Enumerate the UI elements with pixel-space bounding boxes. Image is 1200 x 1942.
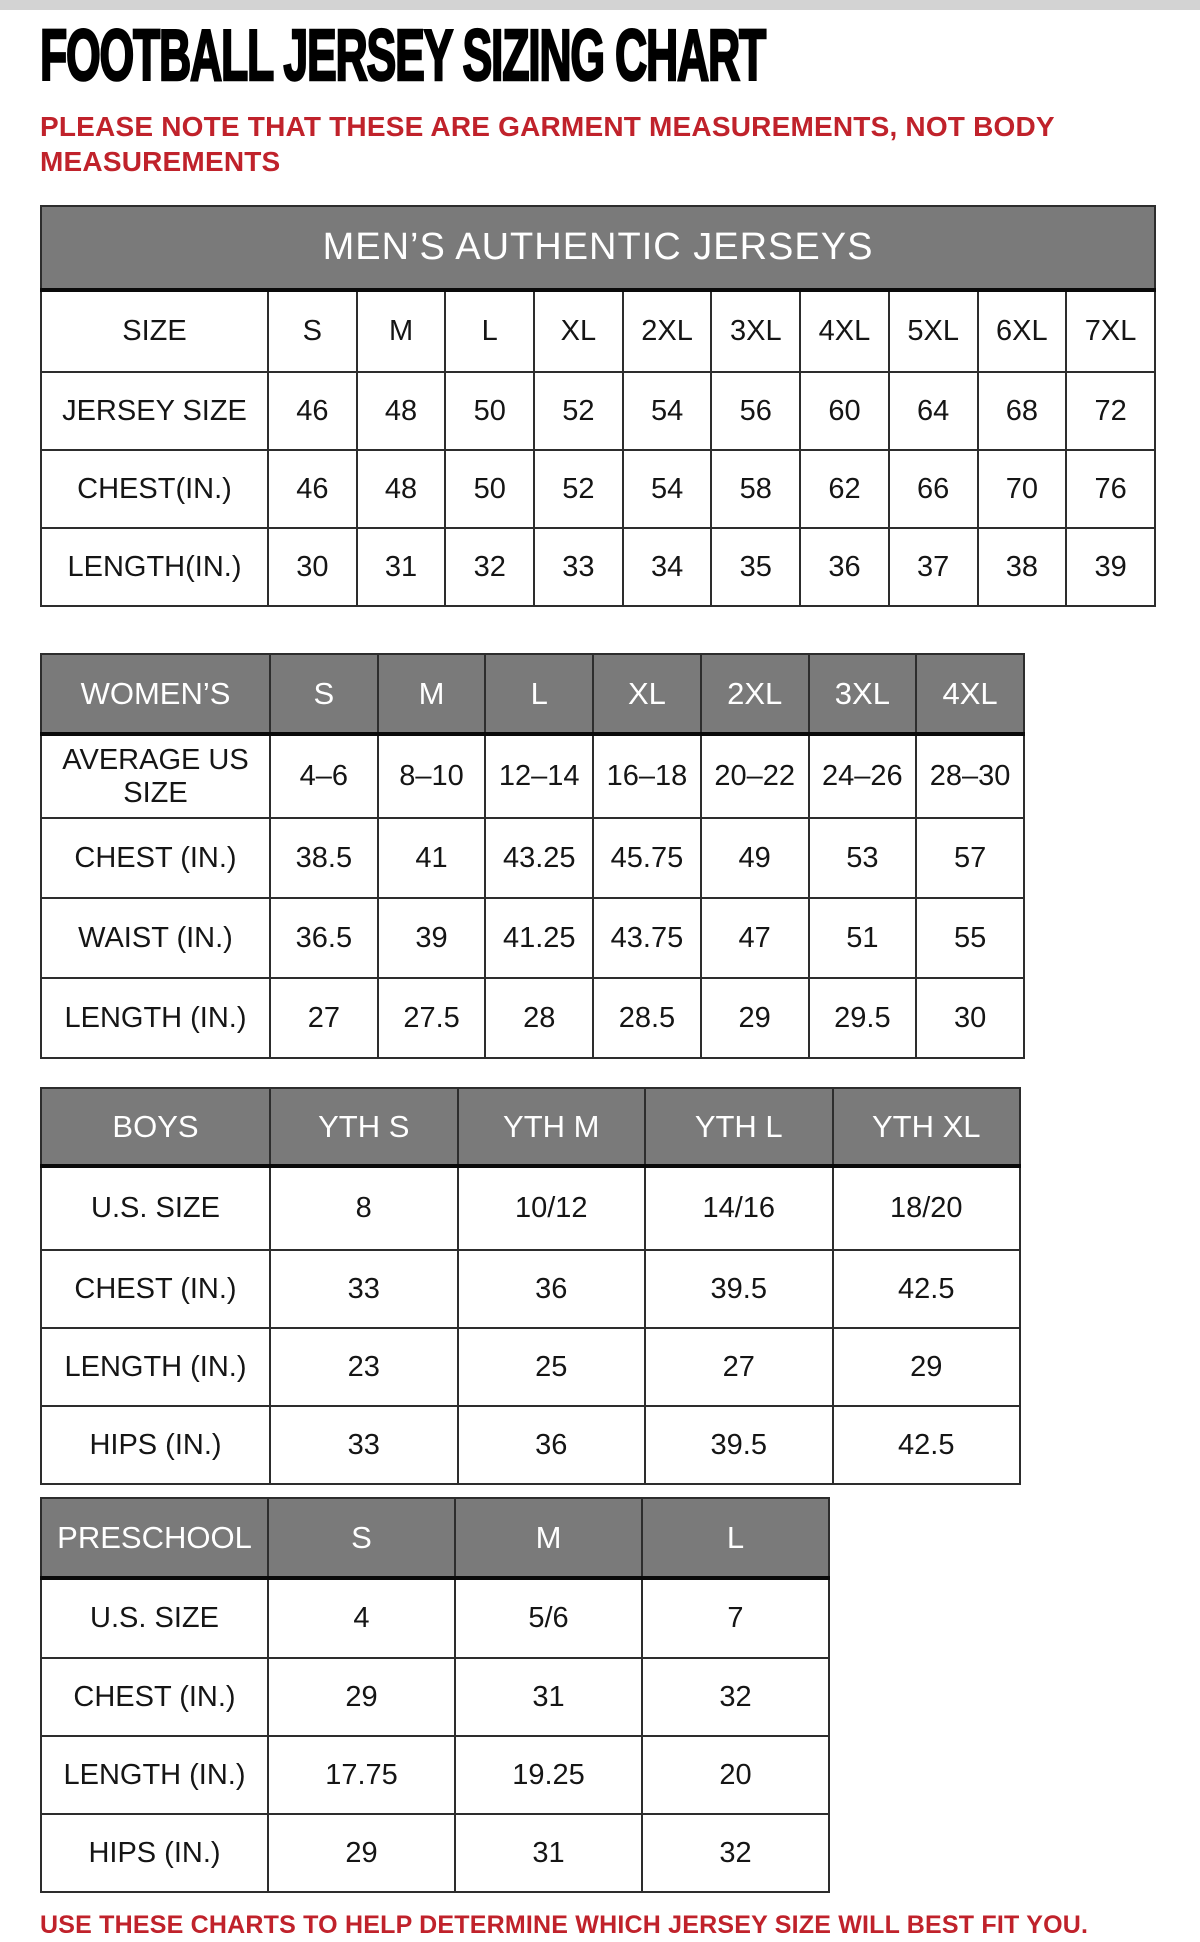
row-label: U.S. SIZE (41, 1166, 270, 1250)
boys-table-title: BOYS (41, 1088, 270, 1166)
value-cell: 62 (800, 450, 889, 528)
value-cell: 36 (458, 1406, 646, 1484)
value-cell: 33 (270, 1406, 458, 1484)
table-row (41, 1736, 829, 1814)
value-cell: 31 (357, 528, 446, 606)
size-cell: L (445, 290, 534, 372)
table-row (41, 978, 1024, 1058)
value-cell: 28.5 (593, 978, 701, 1058)
value-cell: 24–26 (809, 734, 917, 818)
value-cell: 68 (978, 372, 1067, 450)
size-header-cell: M (378, 654, 486, 734)
row-label: CHEST (IN.) (41, 1250, 270, 1328)
value-cell: 58 (711, 450, 800, 528)
value-cell: 10/12 (458, 1166, 646, 1250)
size-header-cell: 2XL (701, 654, 809, 734)
row-label: LENGTH (IN.) (41, 1328, 270, 1406)
value-cell: 43.75 (593, 898, 701, 978)
value-cell: 5/6 (455, 1578, 642, 1658)
value-cell: 31 (455, 1814, 642, 1892)
value-cell: 32 (445, 528, 534, 606)
table-row (41, 818, 1024, 898)
value-cell: 39 (378, 898, 486, 978)
value-cell: 48 (357, 450, 446, 528)
row-label: JERSEY SIZE (41, 372, 268, 450)
value-cell: 45.75 (593, 818, 701, 898)
preschool-jerseys-table (40, 1497, 830, 1893)
mens-table-header-row (41, 206, 1155, 290)
size-header-cell: M (455, 1498, 642, 1578)
value-cell: 43.25 (485, 818, 593, 898)
value-cell: 39.5 (645, 1406, 833, 1484)
value-cell: 55 (916, 898, 1024, 978)
value-cell: 56 (711, 372, 800, 450)
womens-table-header-row (41, 654, 1024, 734)
value-cell: 38.5 (270, 818, 378, 898)
value-cell: 46 (268, 372, 357, 450)
table-row (41, 1250, 1020, 1328)
value-cell: 50 (445, 450, 534, 528)
value-cell: 32 (642, 1658, 829, 1736)
value-cell: 70 (978, 450, 1067, 528)
value-cell: 32 (642, 1814, 829, 1892)
table-row (41, 1578, 829, 1658)
size-header-cell: YTH S (270, 1088, 458, 1166)
row-label: WAIST (IN.) (41, 898, 270, 978)
womens-table-title: WOMEN’S (41, 654, 270, 734)
value-cell: 29 (833, 1328, 1021, 1406)
value-cell: 30 (916, 978, 1024, 1058)
row-label: HIPS (IN.) (41, 1814, 268, 1892)
table-row (41, 1328, 1020, 1406)
sizing-chart-page (0, 16, 1200, 1940)
size-header-cell: S (270, 654, 378, 734)
value-cell: 41.25 (485, 898, 593, 978)
boys-jerseys-table (40, 1087, 1021, 1485)
value-cell: 52 (534, 450, 623, 528)
row-label: LENGTH(IN.) (41, 528, 268, 606)
row-label: SIZE (41, 290, 268, 372)
value-cell: 54 (623, 450, 712, 528)
value-cell: 72 (1066, 372, 1155, 450)
row-label: CHEST (IN.) (41, 1658, 268, 1736)
size-header-cell: L (642, 1498, 829, 1578)
size-cell: 2XL (623, 290, 712, 372)
value-cell: 41 (378, 818, 486, 898)
row-label: CHEST(IN.) (41, 450, 268, 528)
value-cell: 14/16 (645, 1166, 833, 1250)
womens-jerseys-table (40, 653, 1025, 1059)
value-cell: 48 (357, 372, 446, 450)
size-header-cell: 3XL (809, 654, 917, 734)
mens-authentic-jerseys-table (40, 205, 1156, 607)
table-row (41, 528, 1155, 606)
row-label: LENGTH (IN.) (41, 1736, 268, 1814)
value-cell: 47 (701, 898, 809, 978)
size-cell: 7XL (1066, 290, 1155, 372)
value-cell: 12–14 (485, 734, 593, 818)
size-cell: S (268, 290, 357, 372)
value-cell: 37 (889, 528, 978, 606)
value-cell: 36 (800, 528, 889, 606)
table-row (41, 1814, 829, 1892)
value-cell: 60 (800, 372, 889, 450)
value-cell: 54 (623, 372, 712, 450)
value-cell: 34 (623, 528, 712, 606)
value-cell: 17.75 (268, 1736, 455, 1814)
value-cell: 8 (270, 1166, 458, 1250)
row-label: AVERAGE US SIZE (41, 734, 270, 818)
value-cell: 28 (485, 978, 593, 1058)
page-title: FOOTBALL JERSEY SIZING CHART (40, 16, 766, 96)
value-cell: 30 (268, 528, 357, 606)
size-header-cell: S (268, 1498, 455, 1578)
value-cell: 27 (270, 978, 378, 1058)
size-cell: M (357, 290, 446, 372)
value-cell: 42.5 (833, 1406, 1021, 1484)
value-cell: 64 (889, 372, 978, 450)
value-cell: 35 (711, 528, 800, 606)
value-cell: 50 (445, 372, 534, 450)
size-header-cell: XL (593, 654, 701, 734)
value-cell: 27 (645, 1328, 833, 1406)
size-header-cell: 4XL (916, 654, 1024, 734)
value-cell: 42.5 (833, 1250, 1021, 1328)
value-cell: 7 (642, 1578, 829, 1658)
size-header-cell: YTH XL (833, 1088, 1021, 1166)
value-cell: 33 (270, 1250, 458, 1328)
value-cell: 46 (268, 450, 357, 528)
value-cell: 52 (534, 372, 623, 450)
garment-measurements-note: PLEASE NOTE THAT THESE ARE GARMENT MEASUREMENTS, NOT BODY MEASUREMENTS (40, 111, 1055, 177)
table-row (41, 1406, 1020, 1484)
size-cell: 4XL (800, 290, 889, 372)
mens-table-title: MEN’S AUTHENTIC JERSEYS (41, 206, 1155, 290)
value-cell: 8–10 (378, 734, 486, 818)
value-cell: 66 (889, 450, 978, 528)
row-label: CHEST (IN.) (41, 818, 270, 898)
value-cell: 28–30 (916, 734, 1024, 818)
value-cell: 25 (458, 1328, 646, 1406)
size-cell: 5XL (889, 290, 978, 372)
size-header-cell: YTH L (645, 1088, 833, 1166)
size-cell: 3XL (711, 290, 800, 372)
size-cell: 6XL (978, 290, 1067, 372)
table-row (41, 1166, 1020, 1250)
fit-advice-note: USE THESE CHARTS TO HELP DETERMINE WHICH JERSEY SIZE WILL BEST FIT YOU. (40, 1911, 1089, 1940)
value-cell: 36 (458, 1250, 646, 1328)
value-cell: 18/20 (833, 1166, 1021, 1250)
preschool-table-header-row (41, 1498, 829, 1578)
value-cell: 20–22 (701, 734, 809, 818)
value-cell: 39 (1066, 528, 1155, 606)
value-cell: 19.25 (455, 1736, 642, 1814)
table-row (41, 450, 1155, 528)
value-cell: 23 (270, 1328, 458, 1406)
value-cell: 29 (268, 1658, 455, 1736)
size-header-cell: YTH M (458, 1088, 646, 1166)
row-label: U.S. SIZE (41, 1578, 268, 1658)
value-cell: 76 (1066, 450, 1155, 528)
value-cell: 51 (809, 898, 917, 978)
size-cell: XL (534, 290, 623, 372)
value-cell: 27.5 (378, 978, 486, 1058)
value-cell: 31 (455, 1658, 642, 1736)
table-row (41, 1658, 829, 1736)
value-cell: 4–6 (270, 734, 378, 818)
value-cell: 4 (268, 1578, 455, 1658)
value-cell: 57 (916, 818, 1024, 898)
table-row (41, 734, 1024, 818)
value-cell: 38 (978, 528, 1067, 606)
value-cell: 29.5 (809, 978, 917, 1058)
value-cell: 33 (534, 528, 623, 606)
value-cell: 20 (642, 1736, 829, 1814)
boys-table-header-row (41, 1088, 1020, 1166)
value-cell: 39.5 (645, 1250, 833, 1328)
table-row (41, 898, 1024, 978)
value-cell: 36.5 (270, 898, 378, 978)
table-row (41, 290, 1155, 372)
row-label: LENGTH (IN.) (41, 978, 270, 1058)
size-header-cell: L (485, 654, 593, 734)
value-cell: 53 (809, 818, 917, 898)
value-cell: 29 (701, 978, 809, 1058)
value-cell: 16–18 (593, 734, 701, 818)
top-strip (0, 0, 1200, 10)
row-label: HIPS (IN.) (41, 1406, 270, 1484)
value-cell: 49 (701, 818, 809, 898)
value-cell: 29 (268, 1814, 455, 1892)
table-row (41, 372, 1155, 450)
preschool-table-title: PRESCHOOL (41, 1498, 268, 1578)
